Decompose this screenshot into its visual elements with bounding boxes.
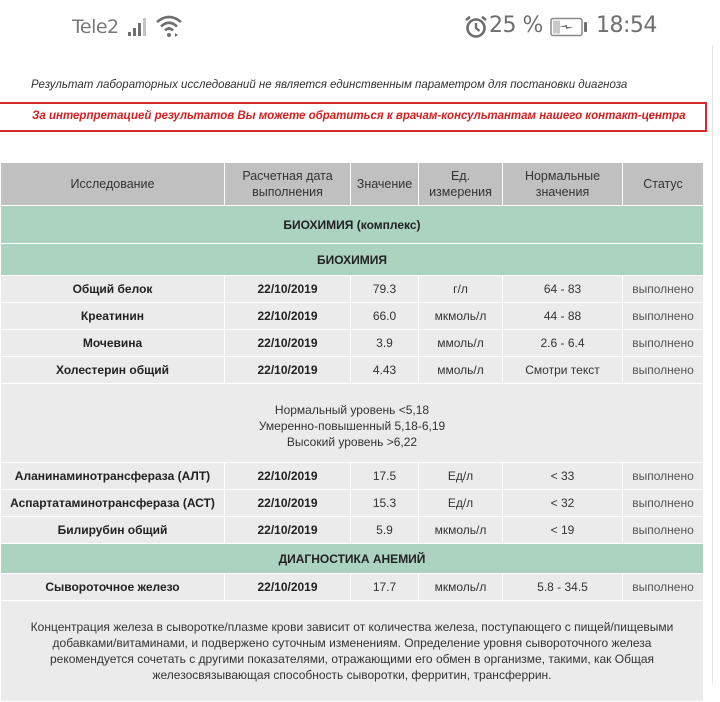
- study-value: 4.43: [351, 357, 419, 384]
- study-unit: Ед/л: [419, 463, 503, 490]
- group-title: БИОХИМИЯ (комплекс): [1, 206, 704, 244]
- study-value: 15.3: [351, 490, 419, 517]
- study-date: 22/10/2019: [225, 574, 351, 601]
- note-line: Нормальный уровень <5,18: [274, 403, 430, 417]
- column-header-status: Статус: [623, 163, 704, 206]
- note-line: Умеренно-повышенный 5,18-6,19: [258, 419, 446, 433]
- table-row: [1, 463, 704, 490]
- study-date: 22/10/2019: [225, 357, 351, 384]
- group-header-row: [1, 206, 704, 244]
- battery-percent: 25 %: [489, 13, 543, 38]
- table-row: [1, 517, 704, 544]
- table-row: [1, 574, 704, 601]
- table-row: [1, 490, 704, 517]
- column-header-date: Расчетная дата выполнения: [225, 163, 351, 206]
- study-norm: 2.6 - 6.4: [503, 330, 623, 357]
- study-date: 22/10/2019: [225, 276, 351, 303]
- iron-note-row: [1, 601, 704, 702]
- study-unit: мкмоль/л: [419, 303, 503, 330]
- study-value: 5.9: [351, 517, 419, 544]
- cholesterol-note: [1, 384, 704, 463]
- study-norm: < 33: [503, 463, 623, 490]
- wifi-icon: [155, 14, 183, 38]
- study-status: выполнено: [623, 574, 704, 601]
- column-header-unit: Ед. измерения: [419, 163, 503, 206]
- study-status: выполнено: [623, 357, 704, 384]
- study-name: Общий белок: [1, 276, 225, 303]
- study-unit: Ед/л: [419, 490, 503, 517]
- study-name: Мочевина: [1, 330, 225, 357]
- group-title: БИОХИМИЯ: [1, 244, 704, 276]
- study-date: 22/10/2019: [225, 490, 351, 517]
- study-value: 66.0: [351, 303, 419, 330]
- study-norm: < 19: [503, 517, 623, 544]
- study-name: Креатинин: [1, 303, 225, 330]
- study-status: выполнено: [623, 463, 704, 490]
- study-name: Холестерин общий: [1, 357, 225, 384]
- study-norm: < 32: [503, 490, 623, 517]
- study-date: 22/10/2019: [225, 303, 351, 330]
- study-name: Сывороточное железо: [1, 574, 225, 601]
- study-value: 17.7: [351, 574, 419, 601]
- study-value: 17.5: [351, 463, 419, 490]
- note-line: Высокий уровень >6,22: [286, 435, 418, 449]
- table-header-row: [1, 163, 704, 206]
- clock-time: 18:54: [596, 13, 657, 38]
- study-value: 79.3: [351, 276, 419, 303]
- warning-text: За интерпретацией результатов Вы можете обратиться к врачам-консультантам нашего контакт-центра: [32, 110, 686, 122]
- study-norm: 64 - 83: [503, 276, 623, 303]
- group-title: ДИАГНОСТИКА АНЕМИЙ: [1, 544, 704, 574]
- study-status: выполнено: [623, 490, 704, 517]
- table-row: [1, 357, 704, 384]
- study-status: выполнено: [623, 517, 704, 544]
- study-norm: 44 - 88: [503, 303, 623, 330]
- study-name: Аспартатаминотрансфераза (АСТ): [1, 490, 225, 517]
- status-bar: [0, 0, 720, 56]
- study-norm: 5.8 - 34.5: [503, 574, 623, 601]
- study-value: 3.9: [351, 330, 419, 357]
- table-row: [1, 330, 704, 357]
- results-table: [0, 162, 704, 702]
- study-name: Аланинаминотрансфераза (АЛТ): [1, 463, 225, 490]
- study-unit: мкмоль/л: [419, 517, 503, 544]
- study-unit: ммоль/л: [419, 330, 503, 357]
- table-row: [1, 276, 704, 303]
- column-header-study: Исследование: [1, 163, 225, 206]
- column-header-value: Значение: [351, 163, 419, 206]
- study-unit: мкмоль/л: [419, 574, 503, 601]
- group-header-row: [1, 544, 704, 574]
- study-status: выполнено: [623, 330, 704, 357]
- study-date: 22/10/2019: [225, 517, 351, 544]
- battery-charging-icon: [550, 17, 590, 37]
- study-status: выполнено: [623, 276, 704, 303]
- study-date: 22/10/2019: [225, 330, 351, 357]
- iron-note: Концентрация железа в сыворотке/плазме крови зависит от количества железа, поступающего с пищей/пищевыми добавками/витаминами, и подвержено суточным изменениям. Определение уровня сывороточного железа рекомендуется сочетать с другими показателями, отражающими его обмен в организме, такими, как Общая железосвязывающая способность сыворотки, ферритин, трансферрин.: [1, 601, 704, 702]
- study-unit: ммоль/л: [419, 357, 503, 384]
- carrier-name: Tele2: [72, 16, 119, 38]
- study-name: Билирубин общий: [1, 517, 225, 544]
- alarm-icon: [464, 15, 488, 39]
- signal-icon: [127, 17, 149, 37]
- group-header-row: [1, 244, 704, 276]
- study-norm: Смотри текст: [503, 357, 623, 384]
- study-status: выполнено: [623, 303, 704, 330]
- column-header-norm: Нормальные значения: [503, 163, 623, 206]
- cholesterol-note-row: [1, 384, 704, 463]
- warning-box: [0, 102, 707, 132]
- study-date: 22/10/2019: [225, 463, 351, 490]
- table-row: [1, 303, 704, 330]
- study-unit: г/л: [419, 276, 503, 303]
- scrollbar-edge: [712, 45, 713, 684]
- disclaimer-text: Результат лабораторных исследований не является единственным параметром для постановки диагноза: [31, 79, 628, 91]
